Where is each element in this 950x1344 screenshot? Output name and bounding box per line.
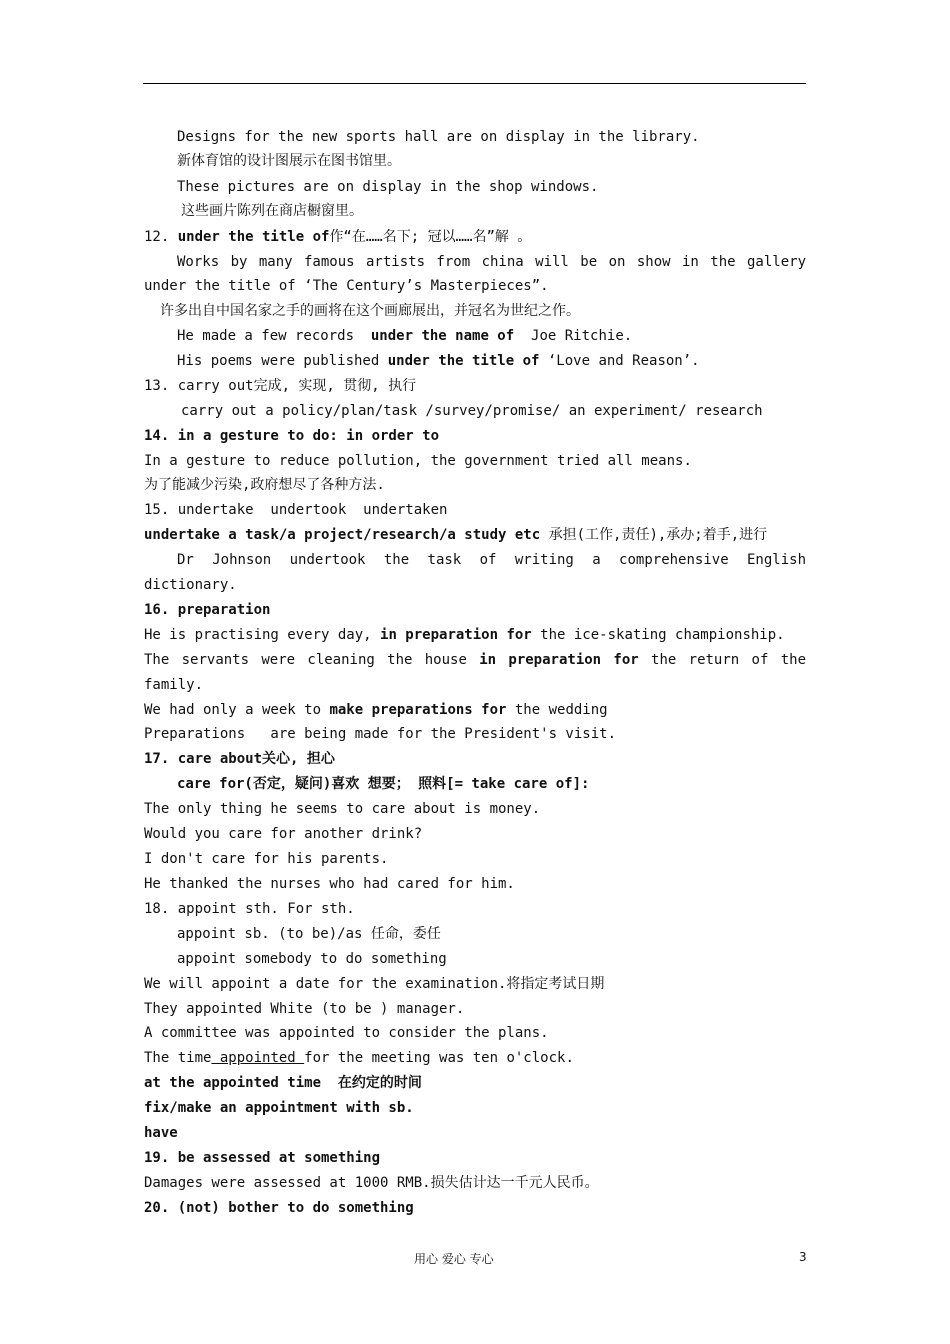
example-sentence-en xyxy=(144,875,806,893)
example-sentence-en xyxy=(177,128,839,146)
bold-phrase: fix/make an appointment with sb. xyxy=(144,1100,414,1116)
example-sentence-zh xyxy=(144,476,806,494)
text-segment: The only thing he seems to care about is money. xyxy=(144,801,541,817)
collocation-line xyxy=(177,775,839,793)
example-sentence-en xyxy=(177,551,806,569)
text-segment: for the meeting was ten o'clock. xyxy=(304,1050,574,1066)
text-segment: He made a few records xyxy=(177,328,371,344)
bold-phrase: in preparation for xyxy=(380,627,532,643)
text-segment: Would you care for another drink? xyxy=(144,826,423,842)
text-segment: He is practising every day, xyxy=(144,627,381,643)
page-number: 3 xyxy=(799,1250,807,1264)
bold-phrase: have xyxy=(144,1125,178,1141)
text-segment: 15. undertake undertook undertaken xyxy=(144,502,448,518)
text-segment: Works by many famous artists from china will be on show in the gallery xyxy=(177,254,806,270)
bold-phrase: in preparation for xyxy=(479,652,639,668)
text-segment: ‘Love and Reason’. xyxy=(539,353,700,369)
text-segment: 作“在……名下; 冠以……名”解 。 xyxy=(329,229,532,245)
example-sentence-zh xyxy=(177,152,839,170)
bold-phrase: care for(否定，疑问)喜欢 想要； 照料[= take care of]: xyxy=(177,776,590,792)
entry-heading-16 xyxy=(144,601,806,619)
text-segment: A committee was appointed to consider the plans. xyxy=(144,1025,549,1041)
text-segment: 18. appoint sth. For sth. xyxy=(144,901,355,917)
example-sentence-en xyxy=(177,327,839,345)
underlined-phrase: appointed xyxy=(211,1050,305,1066)
example-sentence-en xyxy=(144,975,806,993)
example-sentence-en xyxy=(144,452,806,470)
text-segment: 12. xyxy=(144,229,178,245)
text-segment: His poems were published xyxy=(177,353,388,369)
collocation-line xyxy=(177,925,839,943)
example-sentence-en xyxy=(177,352,839,370)
example-sentence-en xyxy=(144,626,806,644)
text-segment: 为了能减少污染,政府想尽了各种方法. xyxy=(144,477,385,493)
entry-heading-18 xyxy=(144,900,806,918)
text-segment: These pictures are on display in the shop windows. xyxy=(177,179,599,195)
bold-phrase: 14. in a gesture to do: in order to xyxy=(144,428,440,444)
example-sentence-en xyxy=(177,178,839,196)
bold-phrase: under the title of xyxy=(387,353,540,369)
text-segment: 13. carry out完成, 实现, 贯彻, 执行 xyxy=(144,378,417,394)
text-segment: the wedding xyxy=(506,702,608,718)
text-segment: The time xyxy=(144,1050,212,1066)
example-sentence-zh xyxy=(160,302,822,320)
text-segment: 承担(工作,责任),承办;着手,进行 xyxy=(540,527,768,543)
text-segment: The servants were cleaning the house xyxy=(144,652,480,668)
entry-heading-15 xyxy=(144,501,806,519)
example-sentence-en xyxy=(144,1000,806,1018)
collocation-line xyxy=(144,1124,806,1142)
bold-phrase: 20. (not) bother to do something xyxy=(144,1200,414,1216)
bold-phrase: 19. be assessed at something xyxy=(144,1150,381,1166)
collocation-line xyxy=(181,402,843,420)
text-segment: 许多出自中国名家之手的画将在这个画廊展出，并冠名为世纪之作。 xyxy=(160,303,580,319)
text-segment: carry out a policy/plan/task /survey/promise/ an experiment/ research xyxy=(181,403,763,419)
collocation-line xyxy=(144,1074,806,1092)
example-sentence-en xyxy=(144,725,806,743)
example-sentence-en xyxy=(144,825,806,843)
example-sentence-en xyxy=(177,253,806,271)
text-segment: under the title of ‘The Century’s Masterpieces”. xyxy=(144,278,549,294)
text-segment: 新体育馆的设计图展示在图书馆里。 xyxy=(177,153,401,169)
text-segment: Preparations are being made for the President's visit. xyxy=(144,726,617,742)
collocation-line xyxy=(144,1099,806,1117)
entry-heading-13 xyxy=(144,377,806,395)
text-segment: In a gesture to reduce pollution, the government tried all means. xyxy=(144,453,692,469)
footer-motto: 用心 爱心 专心 xyxy=(414,1252,494,1266)
text-segment: They appointed White (to be ) manager. xyxy=(144,1001,465,1017)
bold-phrase: make preparations for xyxy=(329,702,507,718)
example-sentence-en xyxy=(144,1024,806,1042)
example-sentence-en xyxy=(144,850,806,868)
example-sentence-en xyxy=(144,1174,806,1192)
text-segment: Joe Ritchie. xyxy=(514,328,633,344)
example-sentence-en xyxy=(144,800,806,818)
text-segment: 这些画片陈列在商店橱窗里。 xyxy=(181,203,363,219)
collocation-line xyxy=(177,950,839,968)
example-sentence-en xyxy=(144,701,806,719)
text-segment: Damages were assessed at 1000 RMB.损失估计达一千元人民币。 xyxy=(144,1175,599,1191)
text-segment: appoint sb. (to be)/as 任命，委任 xyxy=(177,926,441,942)
example-sentence-en xyxy=(144,1049,806,1067)
entry-heading-12 xyxy=(144,228,806,246)
bold-phrase: under the name of xyxy=(370,328,515,344)
example-sentence-en xyxy=(144,651,806,669)
example-sentence-en xyxy=(144,277,806,295)
bold-phrase: undertake a task/a project/research/a study etc xyxy=(144,527,541,543)
collocation-line xyxy=(144,526,806,544)
text-segment: We had only a week to xyxy=(144,702,330,718)
text-segment: He thanked the nurses who had cared for him. xyxy=(144,876,515,892)
text-segment: the return of the xyxy=(638,652,806,668)
entry-heading-17 xyxy=(144,750,806,768)
bold-phrase: under the title of xyxy=(177,229,330,245)
entry-heading-14 xyxy=(144,427,806,445)
entry-heading-19 xyxy=(144,1149,806,1167)
example-sentence-en xyxy=(144,576,806,594)
text-segment: I don't care for his parents. xyxy=(144,851,389,867)
header-rule xyxy=(143,83,806,84)
text-segment: family. xyxy=(144,677,204,693)
example-sentence-zh xyxy=(181,202,843,220)
text-segment: Dr Johnson undertook the task of writing a comprehensive English xyxy=(177,552,806,568)
bold-phrase: 17. care about关心, 担心 xyxy=(144,751,335,767)
text-segment: appoint somebody to do something xyxy=(177,951,447,967)
bold-phrase: at the appointed time 在约定的时间 xyxy=(144,1075,422,1091)
text-segment: We will appoint a date for the examination.将指定考试日期 xyxy=(144,976,605,992)
bold-phrase: 16. preparation xyxy=(144,602,271,618)
example-sentence-en xyxy=(144,676,806,694)
text-segment: dictionary. xyxy=(144,577,237,593)
text-segment: the ice-skating championship. xyxy=(531,627,785,643)
text-segment: Designs for the new sports hall are on display in the library. xyxy=(177,129,700,145)
entry-heading-20 xyxy=(144,1199,806,1217)
